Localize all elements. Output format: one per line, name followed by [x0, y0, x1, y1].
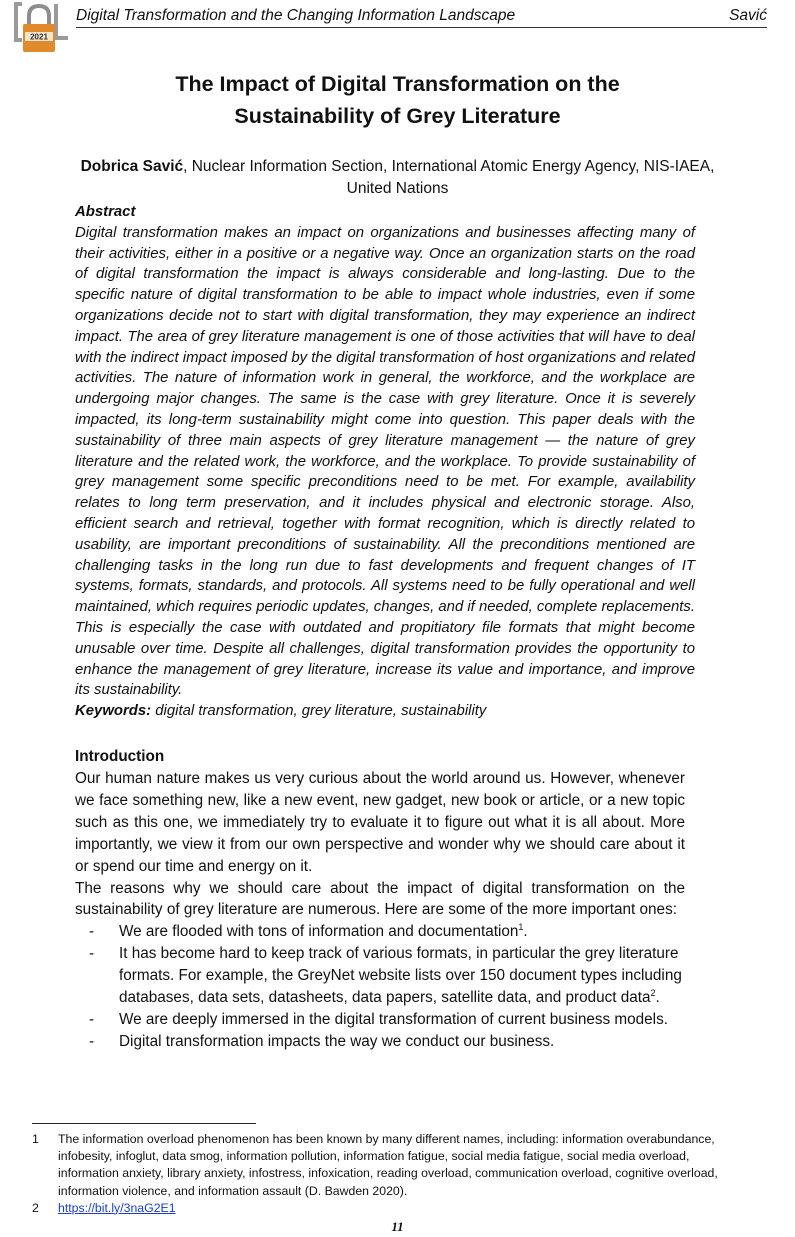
abstract-section [75, 202, 695, 722]
footnotes [32, 1131, 744, 1217]
abstract-text: Digital transformation makes an impact on organizations and businesses affecting many of their activities, either in a positive or a negative way. Once an organization starts on the road of digital transformation the impact is always considerable and long-lasting. Due to the specific nature of digital transformation to be able to impact whole industries, even if some organizations decide not to start with digital transformation, they may experience an indirect impact. The area of grey literature management is one of those activities that will have to deal with the indirect impact imposed by the digital transformation of host organizations and related activities. The nature of information work in general, the workforce, and the workplace are undergoing major changes. The same is the case with grey literature. Once it is severely impacted, its long-term sustainability might come into question. This paper deals with the sustainability of three main aspects of grey literature management — the nature of grey literature and the related work, the workforce, and the workplace. To provide sustainability of grey management some specific preconditions need to be met. For example, availability relates to long term preservation, and it includes physical and electronic storage. Also, efficient search and retrieval, together with format recognition, which is directly related to usability, are important preconditions of sustainability. All the preconditions mentioned are challenging tasks in the long run due to fast developments and frequent changes of IT systems, formats, standards, and protocols. All systems need to be fully operational and well maintained, which requires periodic updates, changes, and if needed, complete replacements. This is especially the case with outdated and propitiatory file formats that might become unusable over time. Despite all challenges, digital transformation provides the opportunity to enhance the management of grey literature, increase its value and importance, and improve its sustainability. [75, 224, 695, 699]
paper-title [80, 68, 715, 132]
paper-title-line-2: Sustainability of Grey Literature [234, 104, 561, 128]
author-affiliation-2: United Nations [346, 180, 449, 197]
author-name: Dobrica Savić [80, 158, 184, 175]
author-affiliation: , Nuclear Information Section, International Atomic Energy Agency, NIS-IAEA, [183, 158, 715, 175]
list-item: - We are deeply immersed in the digital transformation of current business models. [75, 1009, 685, 1031]
introduction-section [75, 746, 685, 1053]
introduction-paragraph-2: The reasons why we should care about the impact of digital transformation on the sustainability of grey literature are numerous. Here are some of the more important ones: [75, 879, 685, 919]
introduction-paragraph-1: Our human nature makes us very curious about the world around us. However, whenever we face something new, like a new event, new gadget, new book or article, or a new topic such as this one, we immediately try to evaluate it to figure out what it is all about. More importantly, we view it from our own perspective and wonder why we should care about it or spend our time and energy on it. [75, 770, 685, 875]
introduction-heading: Introduction [75, 748, 165, 765]
footnote-divider [32, 1123, 256, 1124]
footnote-link[interactable]: https://bit.ly/3naG2E1 [58, 1200, 176, 1215]
list-item: - We are flooded with tons of information and documentation$^1$. [75, 921, 685, 943]
list-item: - Digital transformation impacts the way we conduct our business. [75, 1031, 685, 1053]
conference-logo [12, 0, 70, 54]
footnote-ref-1[interactable]: 1 [518, 922, 524, 933]
author-line [50, 156, 745, 200]
running-header [76, 6, 767, 28]
footnote-text: The information overload phenomenon has been known by many different names, including: information overabundance, infobesity, infoglut, data smog, information pollution, information fatigue, social media fatigue, social media overload, information anxiety, library anxiety, infostress, infoxication, reading overload, communication overload, cognitive overload, information violence, and information assault (D. Bawden 2020). [58, 1132, 718, 1198]
page-number: 11 [391, 1219, 404, 1234]
footnote-number: 1 [32, 1132, 39, 1146]
running-author: Savić [729, 7, 767, 24]
keywords [75, 701, 695, 722]
abstract-heading: Abstract [75, 204, 136, 220]
reasons-list [75, 921, 685, 1052]
footnote-ref-2[interactable]: 2 [650, 987, 656, 998]
keywords-label: Keywords: [75, 703, 152, 720]
list-item: - It has become hard to keep track of various formats, in particular the grey literature formats. For example, the GreyNet website lists over 150 document types including databases, data sets, datasheets, data papers, satellite data, and product data$^2$. [75, 943, 685, 1009]
footnote-1 [32, 1131, 744, 1200]
footnote-2 [32, 1200, 744, 1217]
keywords-text: digital transformation, grey literature, sustainability [151, 703, 487, 720]
footnote-number: 2 [32, 1200, 39, 1215]
logo-year: 2021 [30, 32, 48, 42]
paper-title-line-1: The Impact of Digital Transformation on the [175, 72, 620, 96]
running-title: Digital Transformation and the Changing Information Landscape [76, 7, 516, 24]
